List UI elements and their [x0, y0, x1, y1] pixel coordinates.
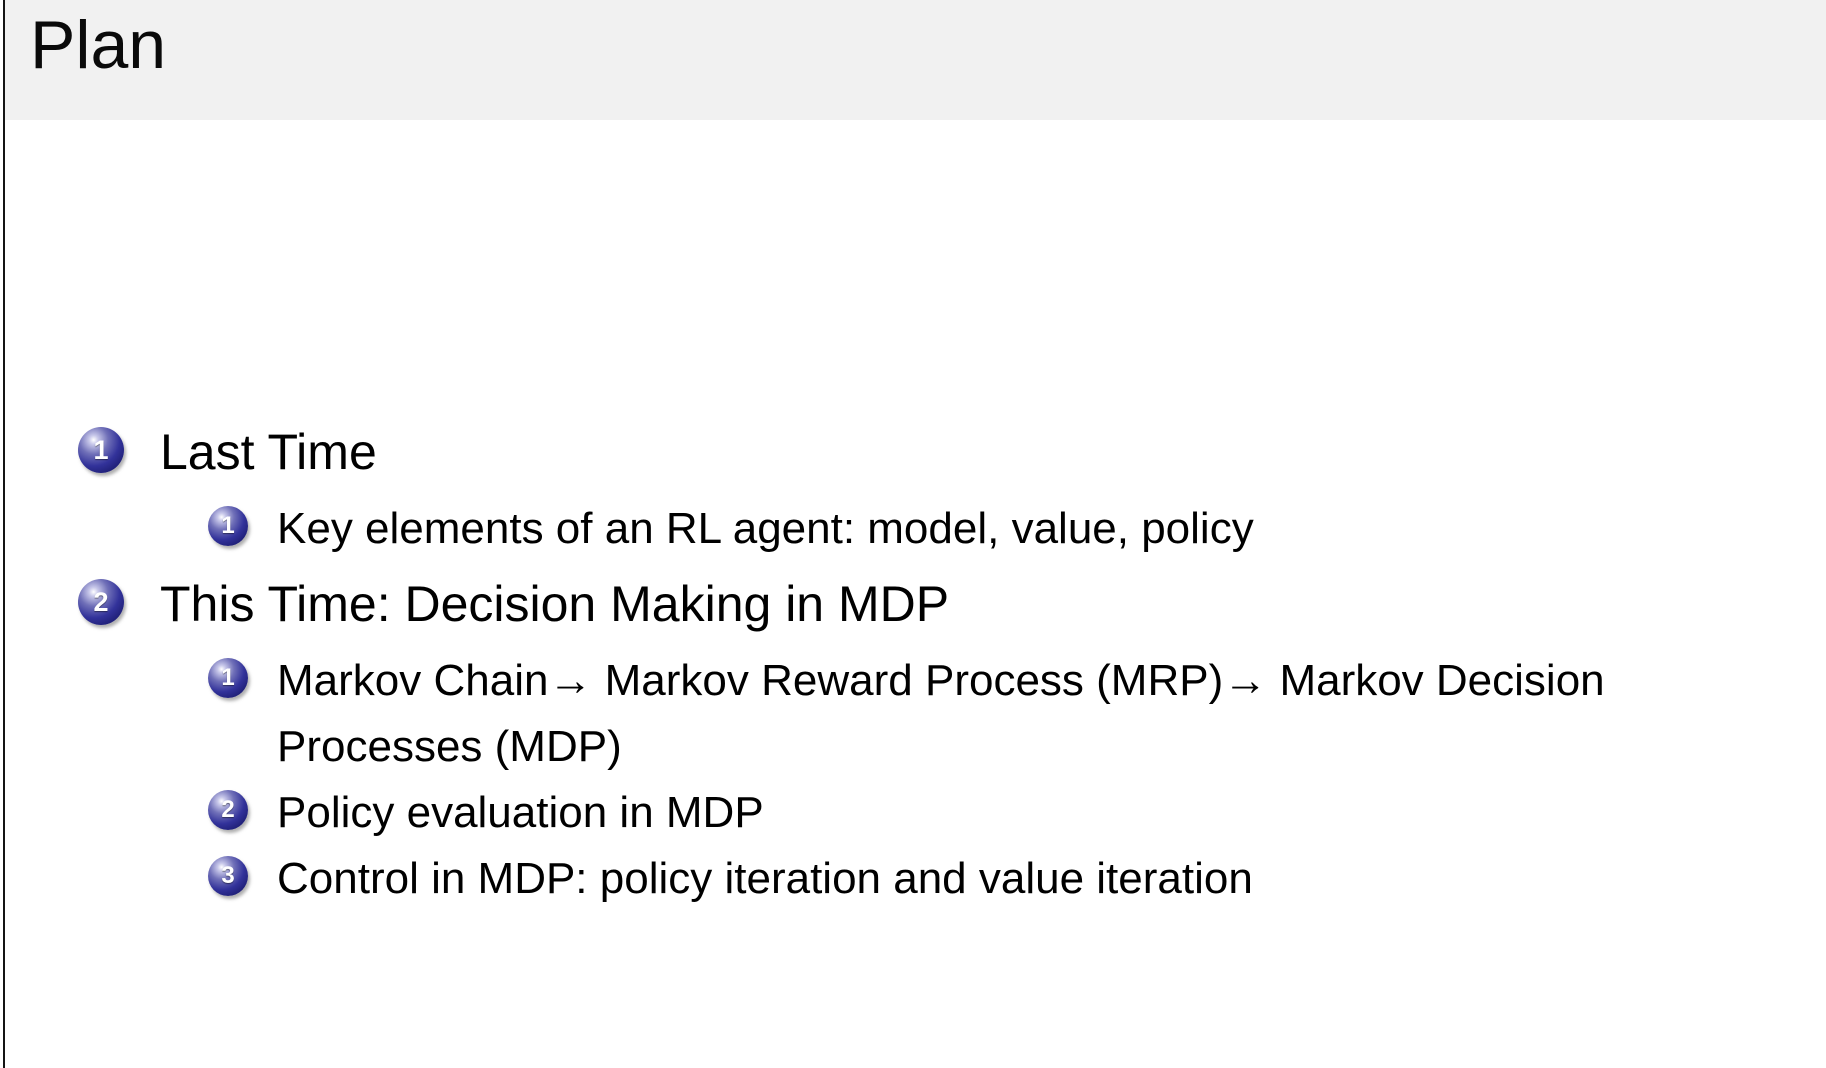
slide-title: Plan	[30, 7, 167, 83]
enumeration-ball-icon	[78, 579, 124, 625]
enumeration-ball-icon	[208, 856, 248, 896]
ball-number: 3	[221, 862, 235, 889]
slide-header	[4, 0, 1826, 120]
text-line: Processes (MDP)	[277, 722, 622, 771]
ball-number: 1	[221, 664, 235, 691]
sublist-item-key-elements	[208, 496, 1254, 562]
text-line: Control in MDP: policy iteration and value iteration	[277, 854, 1253, 903]
ball-number: 2	[93, 586, 109, 617]
list-item-label: This Time: Decision Making in MDP	[160, 576, 950, 632]
enumeration-ball-icon	[208, 658, 248, 698]
sublist-item-label	[277, 846, 1253, 912]
list-item-this-time	[78, 574, 949, 634]
left-edge-line	[3, 0, 5, 1068]
enumeration-ball-icon	[208, 790, 248, 830]
ball-number: 1	[93, 434, 109, 465]
text-line: Policy evaluation in MDP	[277, 788, 764, 837]
list-item-last-time	[78, 422, 377, 482]
sublist-item-label	[277, 496, 1254, 562]
sublist-item-label	[277, 780, 764, 846]
list-item-label: Last Time	[160, 424, 377, 480]
ball-number: 2	[221, 796, 235, 823]
text-line: Markov Chain→ Markov Reward Process (MRP)→ Markov Decision	[277, 656, 1605, 705]
sublist-item-markov	[208, 648, 1605, 780]
sublist-item-policy-evaluation	[208, 780, 764, 846]
enumeration-ball-icon	[208, 506, 248, 546]
text-line: Key elements of an RL agent: model, value, policy	[277, 504, 1254, 553]
ball-number: 1	[221, 512, 235, 539]
sublist-item-label	[277, 648, 1605, 780]
sublist-item-control	[208, 846, 1253, 912]
enumeration-ball-icon	[78, 427, 124, 473]
